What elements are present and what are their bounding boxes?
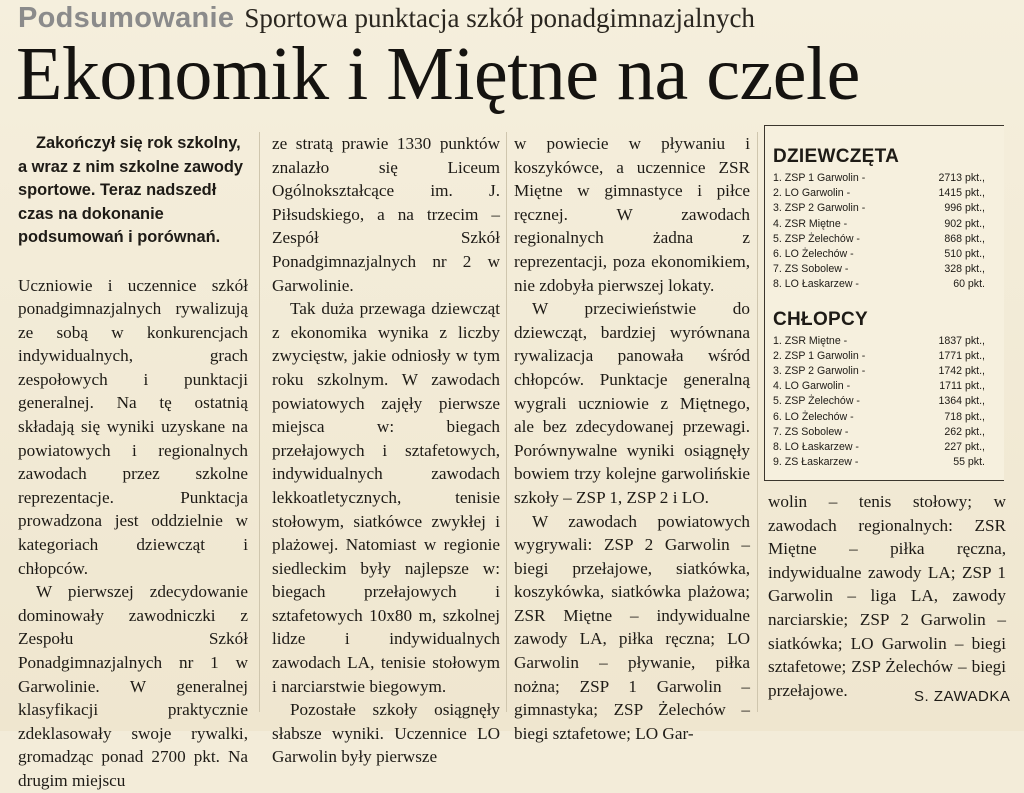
- article-column-1: [18, 132, 248, 793]
- results-row: [773, 277, 985, 292]
- school-name: 9. ZS Łaskarzew -: [773, 456, 859, 469]
- results-box: [764, 125, 1004, 481]
- boys-heading: CHŁOPCY: [773, 308, 868, 330]
- school-name: 3. ZSP 2 Garwolin -: [773, 365, 866, 378]
- school-points: 328 pkt.,: [944, 263, 985, 276]
- school-points: 1415 pkt.,: [938, 187, 985, 200]
- school-points: 2713 pkt.,: [938, 172, 985, 184]
- school-name: 6. LO Żelechów -: [773, 410, 854, 423]
- column-divider: [757, 132, 758, 712]
- body-paragraph: wolin – tenis stołowy; w zawodach regionalnych: ZSR Miętne – piłka ręczna, indywidualne zawody LA; ZSP 1 Garwolin – liga LA, zawody narciarskie; ZSP 2 Garwolin – siatkówka; LO Garwolin – biegi sztafetowe; ZSP Żelechów – biegi przełajowe.: [768, 492, 1006, 700]
- article-column-3: [514, 132, 750, 745]
- results-row: [773, 364, 985, 379]
- school-points: 1771 pkt.,: [938, 349, 985, 362]
- results-row: [773, 425, 985, 440]
- body-paragraph: ze stratą prawie 1330 punktów znalazło się Liceum Ogólnokształcące im. J. Piłsudskiego, a na trzecim – Zespół Szkół Ponadgimnazjalnych nr 2 w Garwolinie.: [272, 134, 500, 295]
- school-points: 55 pkt.: [953, 456, 985, 469]
- byline: S. ZAWADKA: [914, 688, 1011, 705]
- girls-list: [773, 171, 1004, 293]
- school-name: 1. ZSP 1 Garwolin -: [773, 172, 866, 184]
- results-row: [773, 349, 985, 364]
- results-row: [773, 394, 985, 409]
- body-paragraph: Pozostałe szkoły osiągnęły słabsze wyniki. Uczennice LO Garwolin były pierwsze: [272, 700, 500, 767]
- body-paragraph: W przeciwieństwie do dziewcząt, bardziej wyrównana rywalizacja panowała wśród chłopców. Punktacje generalną wygrali uczniowie z Miętnego, ale bez zdecydowanej przewagi. Porównywalne wyniki osiągnęły bowiem trzy kolejne garwolińskie szkoły – ZSP 1, ZSP 2 i LO.: [514, 299, 750, 507]
- column-divider: [506, 132, 507, 712]
- body-paragraph: Tak duża przewaga dziewcząt z ekonomika wynika z liczby zwycięstw, jakie odniosły w tym roku szkolnym. W zawodach powiatowych zajęły pierwsze miejsca w: biegach przełajowych i sztafetowych, indywidualnych zawodach lekkoatletycznych, tenisie stołowym, siatkówce zwykłej i plażowej. Natomiast w regionie siedleckim były najlepsze w: biegach przełajowych i sztafetowych 10x80 m, szkolnej lidze i indywidualnych zawodach LA, tenisie stołowym i narciarstwie biegowym.: [272, 299, 500, 696]
- section-tag: Podsumowanie: [18, 2, 235, 34]
- school-name: 2. ZSP 1 Garwolin -: [773, 349, 866, 362]
- school-points: 1364 pkt.,: [938, 395, 985, 408]
- school-name: 8. LO Łaskarzew -: [773, 441, 859, 454]
- results-row: [773, 410, 985, 425]
- results-row: [773, 171, 985, 186]
- school-name: 1. ZSR Miętne -: [773, 334, 848, 347]
- kicker-subtitle: Sportowa punktacja szkół ponadgimnazjalnych: [244, 3, 755, 33]
- lead-paragraph: Zakończył się rok szkolny, a wraz z nim szkolne zawody sportowe. Teraz nadszedł czas na dokonanie podsumowań i porównań.: [18, 134, 243, 246]
- results-row: [773, 455, 985, 470]
- school-name: 4. LO Garwolin -: [773, 380, 851, 393]
- results-row: [773, 379, 985, 394]
- body-paragraph: Uczniowie i uczennice szkół ponadgimnazjalnych rywalizują ze sobą w konkurencjach indywidualnych, grach zespołowych i punktacji generalnej. Na tę ostatnią składają się wyniki uzyskane na powiatowych i regionalnych zawodach przez szkolne reprezentacje. Punktacja prowadzona jest oddzielnie w kategoriach dziewcząt i chłopców.: [18, 275, 248, 578]
- school-points: 1742 pkt.,: [938, 365, 985, 378]
- headline: Ekonomik i Miętne na czele: [16, 32, 860, 116]
- results-row: [773, 217, 985, 232]
- school-points: 227 pkt.,: [944, 441, 985, 454]
- school-name: 7. ZS Sobolew -: [773, 263, 849, 276]
- school-name: 5. ZSP Żelechów -: [773, 232, 860, 245]
- school-name: 2. LO Garwolin -: [773, 187, 851, 200]
- results-row: [773, 232, 985, 247]
- column-divider: [259, 132, 260, 712]
- school-points: 510 pkt.,: [944, 248, 985, 261]
- results-row: [773, 262, 985, 277]
- school-name: 6. LO Żelechów -: [773, 248, 854, 261]
- article-column-4: [768, 490, 1006, 702]
- school-points: 718 pkt.,: [944, 410, 985, 423]
- results-row: [773, 247, 985, 262]
- school-name: 8. LO Łaskarzew -: [773, 278, 859, 291]
- body-paragraph: w powiecie w pływaniu i koszykówce, a uczennice ZSR Miętne w gimnastyce i piłce ręcznej. W zawodach regionalnych żadna z reprezentacji, poza ekonomikiem, nie zdobyła pierwszej lokaty.: [514, 134, 750, 295]
- results-row: [773, 201, 985, 216]
- school-points: 60 pkt.: [953, 278, 985, 291]
- body-paragraph: W zawodach powiatowych wygrywali: ZSP 2 Garwolin – biegi przełajowe, siatkówka, koszykówka, siatkówka plażowa; ZSR Miętne – indywidualne zawody LA, piłka ręczna; LO Garwolin – pływanie, piłka nożna; ZSP 1 Garwolin – gimnastyka; ZSP Żelechów – biegi sztafetowe; LO Gar-: [514, 511, 750, 743]
- article-column-2: [272, 132, 500, 769]
- boys-list: [773, 334, 1004, 471]
- school-points: 1711 pkt.,: [939, 380, 985, 393]
- school-points: 262 pkt.,: [944, 425, 985, 438]
- school-name: 7. ZS Sobolew -: [773, 425, 849, 438]
- school-name: 4. ZSR Miętne -: [773, 217, 848, 230]
- school-name: 3. ZSP 2 Garwolin -: [773, 202, 866, 215]
- results-row: [773, 440, 985, 455]
- body-paragraph: W pierwszej zdecydowanie dominowały zawodniczki z Zespołu Szkół Ponadgimnazjalnych nr 1 w Garwolinie. W generalnej klasyfikacji praktycznie zdeklasowały swoje rywalki, gromadząc ponad 2700 pkt. Na drugim miejscu: [18, 582, 248, 790]
- school-points: 868 pkt.,: [944, 232, 985, 245]
- girls-heading: DZIEWCZĘTA: [773, 146, 900, 167]
- school-name: 5. ZSP Żelechów -: [773, 395, 860, 408]
- results-row: [773, 334, 985, 349]
- kicker: [18, 2, 755, 35]
- school-points: 996 pkt.,: [944, 202, 985, 215]
- results-row: [773, 186, 985, 201]
- school-points: 902 pkt.,: [944, 217, 985, 230]
- school-points: 1837 pkt.,: [938, 334, 985, 347]
